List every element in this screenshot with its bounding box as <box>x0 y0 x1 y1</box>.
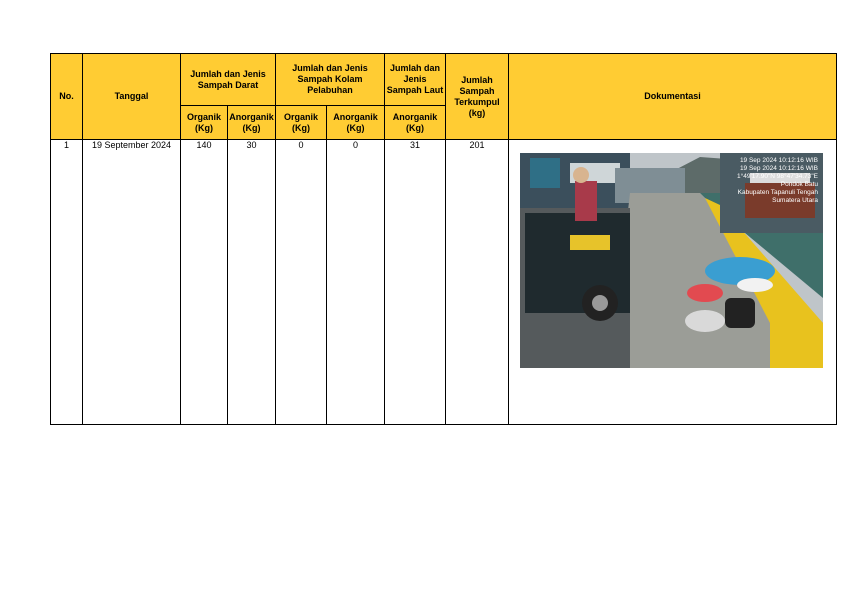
overlay-line: 19 Sep 2024 10:12:16 WIB <box>739 165 818 172</box>
overlay-line: Sumatera Utara <box>772 197 818 204</box>
cell-darat-organik: 140 <box>181 140 228 425</box>
header-dokumentasi: Dokumentasi <box>509 54 837 140</box>
cell-tanggal: 19 September 2024 <box>83 140 181 425</box>
worker-shirt <box>575 181 597 221</box>
overlay-line: Kabupaten Tapanuli Tengah <box>737 189 818 196</box>
waste-bin <box>725 298 755 328</box>
header-tanggal: Tanggal <box>83 54 181 140</box>
header-laut-anorganik: Anorganik (Kg) <box>385 106 446 140</box>
cell-darat-anorganik: 30 <box>228 140 276 425</box>
header-sampah-darat: Jumlah dan Jenis Sampah Darat <box>181 54 276 106</box>
header-sampah-kolam: Jumlah dan Jenis Sampah Kolam Pelabuhan <box>276 54 385 106</box>
header-darat-organik: Organik (Kg) <box>181 106 228 140</box>
report-sheet <box>50 53 836 425</box>
overlay-line: 1°49'17.90"N 98°47'34.73"E <box>737 173 818 180</box>
truck-sticker <box>570 235 610 250</box>
header-kolam-anorganik: Anorganik (Kg) <box>327 106 385 140</box>
waste-pile-white <box>685 310 725 332</box>
cell-terkumpul: 201 <box>446 140 509 425</box>
cell-laut-anorganik: 31 <box>385 140 446 425</box>
worker-head <box>573 167 589 183</box>
overlay-line: Pondok Batu <box>780 181 818 188</box>
cell-kolam-anorganik: 0 <box>327 140 385 425</box>
waste-pile-red <box>687 284 723 302</box>
cell-kolam-organik: 0 <box>276 140 327 425</box>
header-kolam-organik: Organik (Kg) <box>276 106 327 140</box>
header-row-primary <box>51 54 837 106</box>
header-darat-anorganik: Anorganik (Kg) <box>228 106 276 140</box>
overlay-line: 19 Sep 2024 10:12:16 WIB <box>739 157 818 164</box>
header-sampah-laut: Jumlah dan Jenis Sampah Laut <box>385 54 446 106</box>
documentation-photo <box>520 153 823 368</box>
cell-no: 1 <box>51 140 83 425</box>
header-no: No. <box>51 54 83 140</box>
header-sampah-terkumpul: Jumlah Sampah Terkumpul (kg) <box>446 54 509 140</box>
harbor-photo-illustration <box>520 153 823 368</box>
